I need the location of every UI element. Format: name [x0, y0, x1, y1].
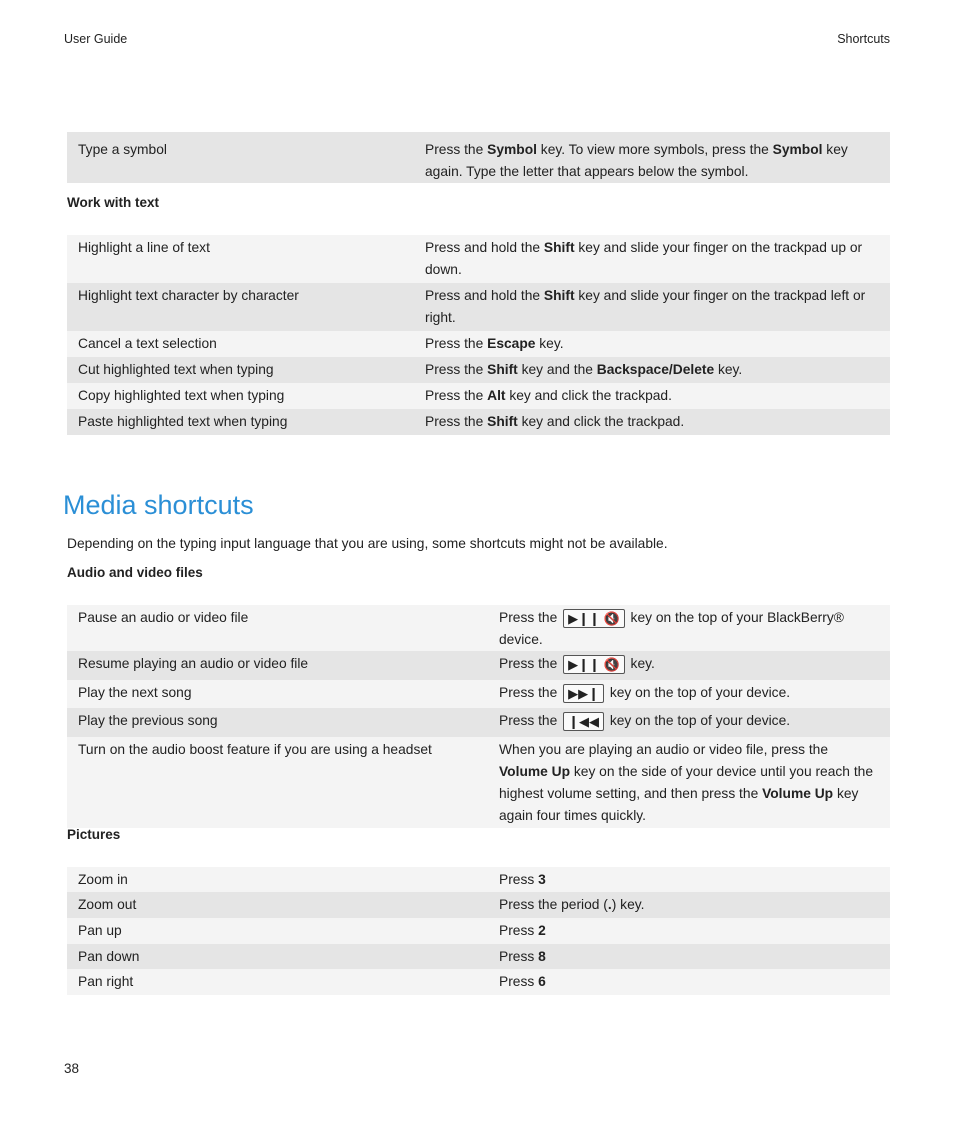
description-text: Press the — [425, 142, 488, 157]
table-row — [67, 132, 890, 183]
description-text: key and slide your finger on the trackpad left or right. — [425, 288, 866, 325]
shortcut-description — [489, 737, 890, 828]
shortcut-action: Copy highlighted text when typing — [78, 388, 285, 403]
description-text: Press the — [499, 713, 562, 728]
description-text: Press the — [425, 336, 488, 351]
key-name: Shift — [487, 414, 518, 429]
description-text: key on the top of your device. — [606, 713, 791, 728]
shortcut-action: Pan down — [78, 949, 140, 964]
table-row — [67, 383, 890, 409]
play-pause-mute-key-icon: ▶❙❙ 🔇 — [563, 655, 625, 674]
audio-video-table — [67, 605, 890, 828]
shortcut-description — [489, 918, 890, 944]
key-name: 8 — [538, 949, 546, 964]
previous-track-key-icon: ❙◀◀ — [563, 712, 604, 731]
shortcut-description — [415, 137, 890, 183]
description-text: Press — [499, 949, 539, 964]
pictures-table — [67, 867, 890, 995]
table-row — [67, 331, 890, 357]
table-row — [67, 651, 890, 680]
shortcut-action: Turn on the audio boost feature if you are using a headset — [78, 742, 432, 757]
description-text: key. — [714, 362, 743, 377]
media-shortcuts-title: Media shortcuts — [63, 490, 254, 520]
table-row — [67, 867, 890, 892]
table-row — [67, 944, 890, 969]
description-text: Press — [499, 923, 539, 938]
key-name: Shift — [543, 288, 575, 303]
shortcut-description — [489, 651, 890, 680]
table-row — [67, 918, 890, 944]
description-text: key and click the trackpad. — [517, 414, 685, 429]
table-row — [67, 283, 890, 331]
key-name: Alt — [487, 388, 506, 403]
description-text: key. To view more symbols, press the — [536, 142, 773, 157]
key-name: . — [607, 897, 612, 912]
description-text: Press — [499, 974, 539, 989]
description-text: Press the — [499, 685, 562, 700]
key-name: Escape — [487, 336, 536, 351]
description-text: key. — [626, 656, 655, 671]
shortcut-action: Zoom in — [78, 872, 128, 887]
table-row — [67, 737, 890, 828]
shortcut-description — [489, 708, 890, 737]
key-name: Symbol — [487, 142, 537, 157]
shortcut-action: Play the previous song — [78, 713, 218, 728]
description-text: key on the top of your device. — [606, 685, 791, 700]
shortcut-description — [489, 944, 890, 969]
page-number: 38 — [64, 1061, 80, 1076]
shortcut-description — [489, 969, 890, 995]
audio-video-heading: Audio and video files — [67, 565, 203, 580]
description-text: When you are playing an audio or video file, press the — [499, 742, 829, 757]
description-text: key and the — [517, 362, 597, 377]
shortcut-description — [415, 235, 890, 283]
description-text: Press and hold the — [425, 288, 544, 303]
shortcut-action: Highlight text character by character — [78, 288, 299, 303]
description-text: Press the — [499, 610, 562, 625]
description-text: Press the — [425, 388, 488, 403]
shortcut-action: Pause an audio or video file — [78, 610, 249, 625]
description-text: key again. Type the letter that appears below the symbol. — [425, 142, 848, 179]
key-name: Volume Up — [499, 764, 571, 779]
key-name: Backspace/Delete — [596, 362, 715, 377]
shortcut-action: Cancel a text selection — [78, 336, 217, 351]
shortcut-action: Type a symbol — [78, 142, 167, 157]
shortcut-action: Play the next song — [78, 685, 192, 700]
description-text: key and slide your finger on the trackpad up or down. — [425, 240, 863, 277]
shortcut-description — [415, 409, 890, 435]
running-header-title: User Guide — [64, 32, 128, 46]
table-row — [67, 409, 890, 435]
key-name: Shift — [543, 240, 575, 255]
shortcut-description — [489, 867, 890, 892]
description-text: Press the period ( — [499, 897, 608, 912]
pictures-heading: Pictures — [67, 827, 121, 842]
description-text: key on the top of your BlackBerry® device. — [499, 610, 844, 647]
description-text: Press and hold the — [425, 240, 544, 255]
description-text: Press the — [425, 414, 488, 429]
key-name: 2 — [538, 923, 546, 938]
key-name: 3 — [538, 872, 546, 887]
description-text: key on the side of your device until you reach the highest volume setting, and then press the — [499, 764, 873, 801]
description-text: Press the — [499, 656, 562, 671]
table-row — [67, 235, 890, 283]
table-row — [67, 357, 890, 383]
description-text: ) key. — [611, 897, 645, 912]
shortcut-action: Zoom out — [78, 897, 137, 912]
shortcut-description — [489, 892, 890, 918]
symbol-shortcut-table — [67, 132, 890, 183]
shortcut-description — [489, 605, 890, 651]
description-text: key again four times quickly. — [499, 786, 859, 823]
shortcut-description — [415, 383, 890, 409]
table-row — [67, 892, 890, 918]
table-row — [67, 605, 890, 651]
key-name: 6 — [538, 974, 546, 989]
key-name: Volume Up — [762, 786, 834, 801]
key-name: Shift — [487, 362, 518, 377]
media-intro-text: Depending on the typing input language that you are using, some shortcuts might not be available. — [67, 536, 668, 551]
shortcut-action: Pan right — [78, 974, 134, 989]
shortcut-action: Highlight a line of text — [78, 240, 210, 255]
work-with-text-heading: Work with text — [67, 195, 160, 210]
description-text: key and click the trackpad. — [505, 388, 672, 403]
shortcut-action: Resume playing an audio or video file — [78, 656, 309, 671]
next-track-key-icon: ▶▶❙ — [563, 684, 604, 703]
shortcut-description — [415, 283, 890, 331]
shortcut-description — [415, 357, 890, 383]
description-text: Press the — [425, 362, 488, 377]
running-header-section: Shortcuts — [837, 32, 890, 46]
table-row — [67, 680, 890, 708]
shortcut-description — [489, 680, 890, 708]
table-row — [67, 708, 890, 737]
shortcut-action: Pan up — [78, 923, 122, 938]
description-text: key. — [535, 336, 564, 351]
table-row — [67, 969, 890, 995]
description-text: Press — [499, 872, 539, 887]
key-name: Symbol — [772, 142, 823, 157]
shortcut-description — [415, 331, 890, 357]
work-with-text-table — [67, 235, 890, 435]
play-pause-mute-key-icon: ▶❙❙ 🔇 — [563, 609, 625, 628]
shortcut-action: Paste highlighted text when typing — [78, 414, 288, 429]
shortcut-action: Cut highlighted text when typing — [78, 362, 274, 377]
